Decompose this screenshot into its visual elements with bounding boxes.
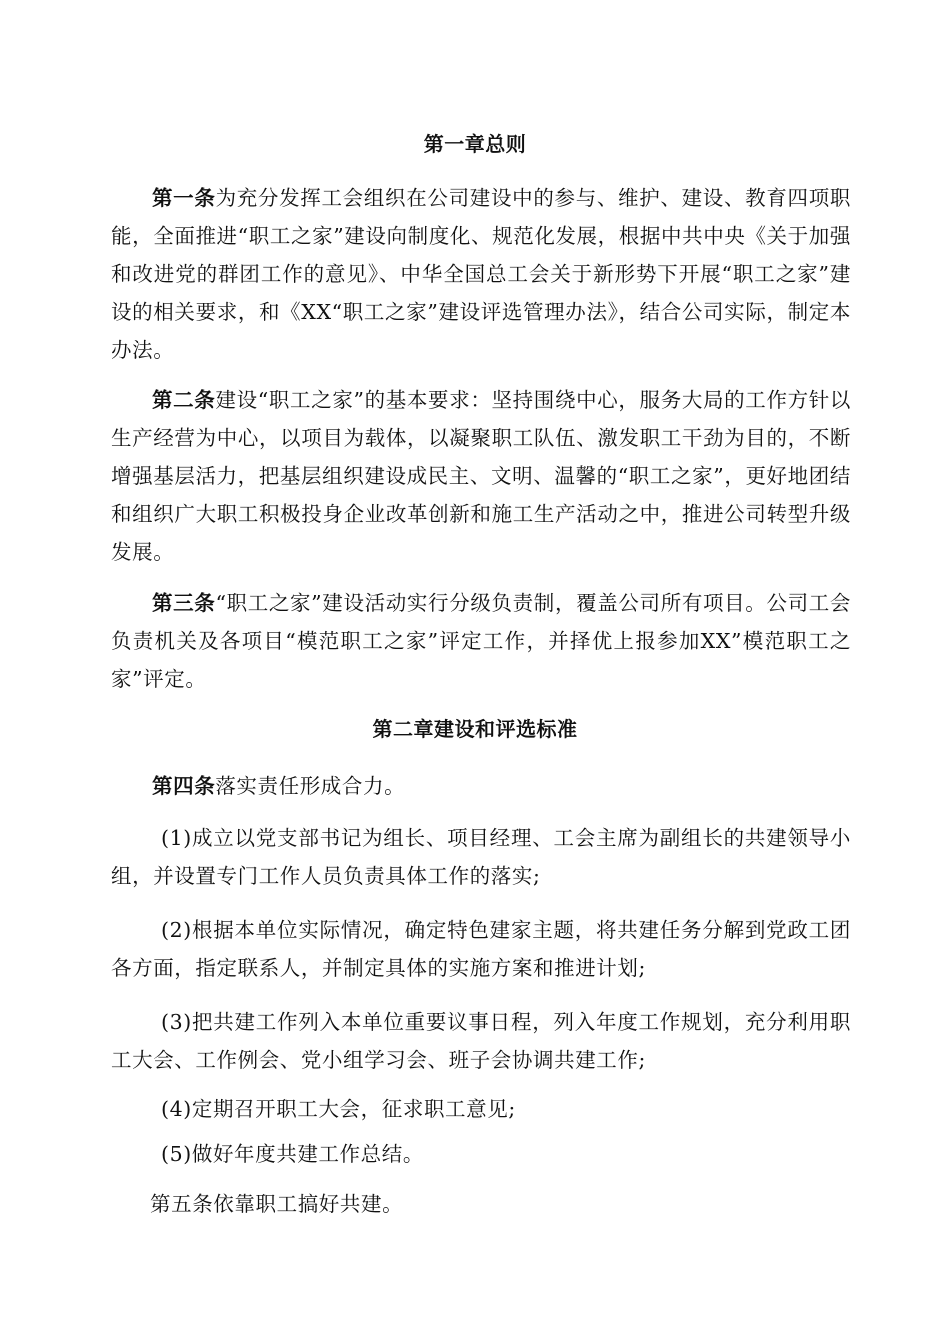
article-2-paragraph bbox=[111, 381, 851, 571]
article-4-text: 落实责任形成合力。 bbox=[215, 774, 406, 798]
article-4-item-2: (2)根据本单位实际情况，确定特色建家主题，将共建任务分解到党政工团各方面，指定联系人，并制定具体的实施方案和推进计划; bbox=[111, 918, 851, 980]
article-2-label: 第二条 bbox=[152, 388, 216, 412]
article-1-text: 为充分发挥工会组织在公司建设中的参与、维护、建设、教育四项职能，全面推进“职工之家”建设向制度化、规范化发展，根据中共中央《关于加强和改进党的群团工作的意见》、中华全国总工会关于新形势下开展“职工之家”建设的相关要求，和《XX“职工之家”建设评选管理办法》，结合公司实际，制定本办法。 bbox=[111, 186, 851, 362]
article-5-paragraph: 第五条依靠职工搞好共建。 bbox=[150, 1192, 404, 1216]
article-4-label: 第四条 bbox=[152, 774, 216, 798]
article-3-paragraph bbox=[111, 584, 851, 698]
chapter-1-heading: 第一章总则 bbox=[423, 132, 527, 156]
article-4-item-4: (4)定期召开职工大会，征求职工意见; bbox=[161, 1097, 516, 1121]
article-4-item-3: (3)把共建工作列入本单位重要议事日程，列入年度工作规划，充分利用职工大会、工作例会、党小组学习会、班子会协调共建工作; bbox=[111, 1010, 851, 1072]
article-4-item-5: (5)做好年度共建工作总结。 bbox=[161, 1142, 424, 1166]
article-4-paragraph bbox=[111, 767, 851, 805]
article-3-text: “职工之家”建设活动实行分级负责制，覆盖公司所有项目。公司工会负责机关及各项目“模范职工之家”评定工作，并择优上报参加XX”模范职工之家”评定。 bbox=[111, 591, 851, 691]
article-1-label: 第一条 bbox=[152, 186, 216, 210]
article-4-item-1: (1)成立以党支部书记为组长、项目经理、工会主席为副组长的共建领导小组，并设置专门工作人员负责具体工作的落实; bbox=[111, 826, 851, 888]
chapter-2-heading: 第二章建设和评选标准 bbox=[372, 717, 578, 741]
article-1-paragraph bbox=[111, 179, 851, 369]
article-3-label: 第三条 bbox=[152, 591, 216, 615]
article-2-text: 建设“职工之家”的基本要求：坚持围绕中心，服务大局的工作方针以生产经营为中心，以项目为载体，以凝聚职工队伍、激发职工干劲为目的，不断增强基层活力，把基层组织建设成民主、文明、温馨的“职工之家”，更好地团结和组织广大职工积极投身企业改革创新和施工生产活动之中，推进公司转型升级发展。 bbox=[111, 388, 851, 564]
